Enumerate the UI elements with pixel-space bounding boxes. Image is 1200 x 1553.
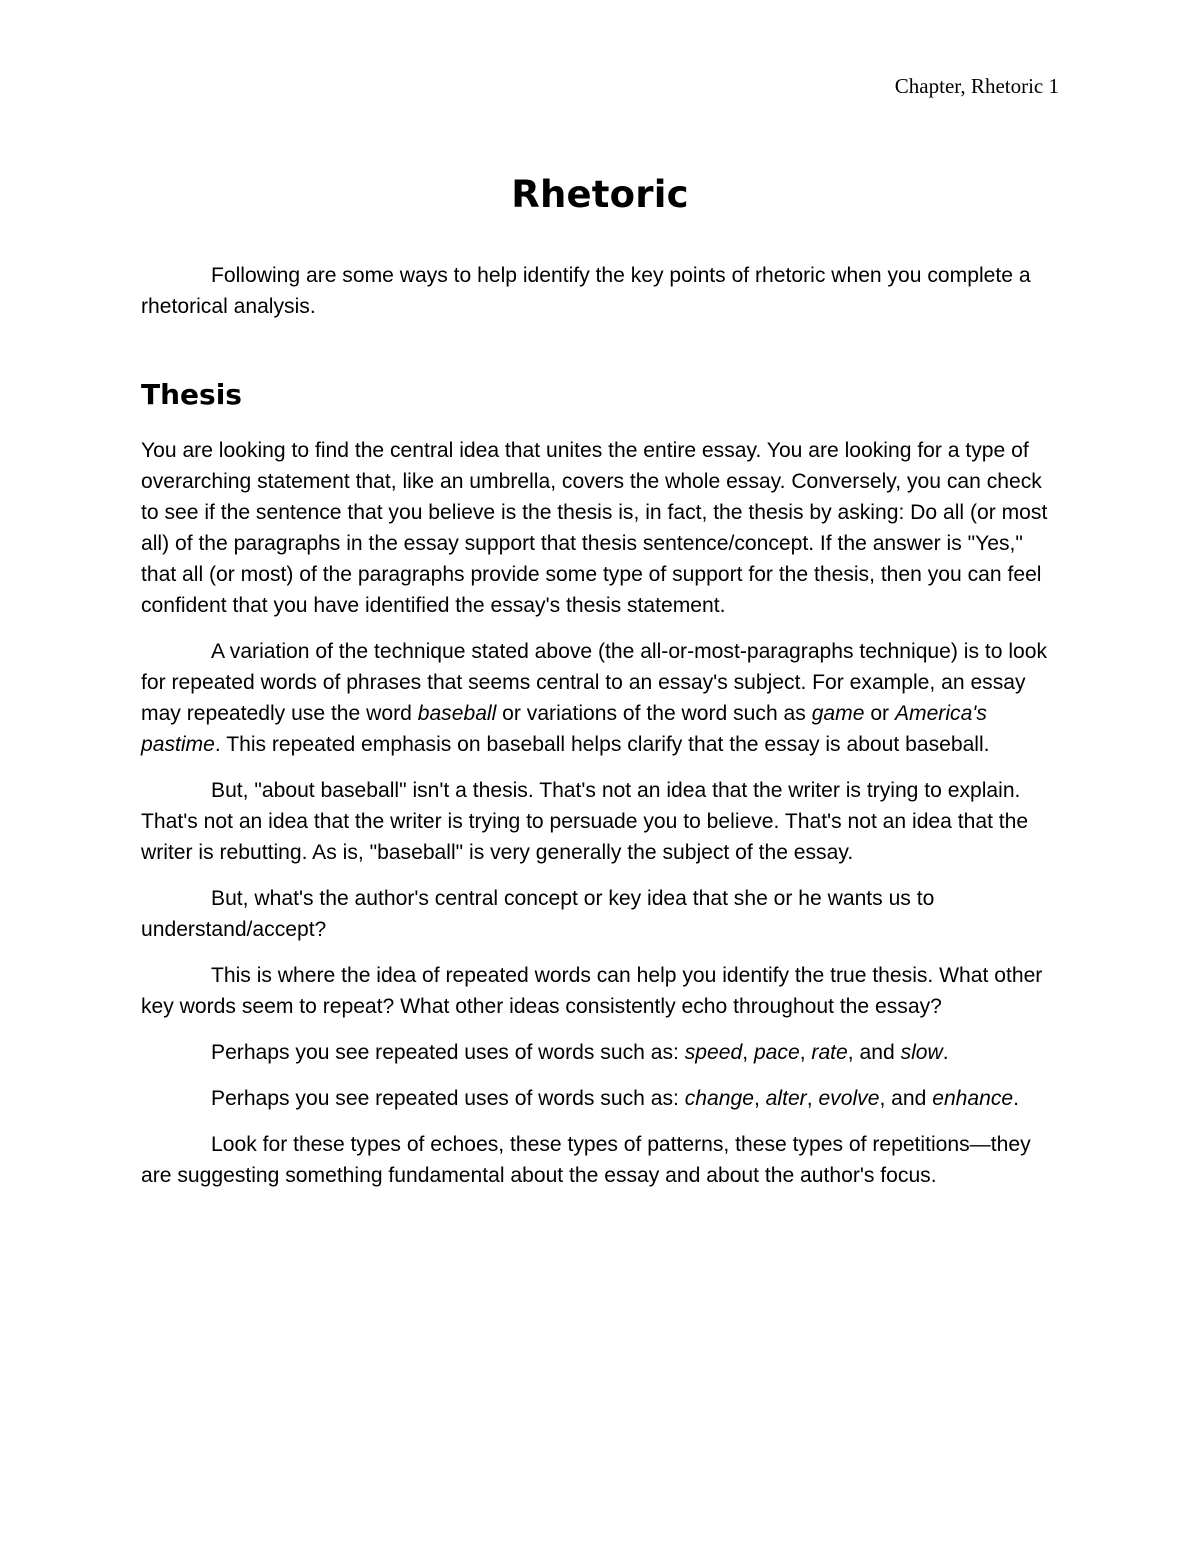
italic-term: pace (753, 1041, 800, 1064)
text-run: , (742, 1041, 754, 1064)
italic-term: baseball (417, 702, 497, 725)
thesis-paragraph-2 (141, 636, 1059, 760)
text-run: , (806, 1087, 819, 1110)
document-body (141, 260, 1059, 1206)
italic-term: alter (765, 1087, 807, 1110)
italic-term: evolve (818, 1087, 880, 1110)
section-heading-thesis: Thesis (141, 378, 242, 411)
italic-term: game (811, 702, 865, 725)
italic-term: enhance (932, 1087, 1014, 1110)
running-head: Chapter, Rhetoric 1 (894, 74, 1059, 98)
italic-term: rate (811, 1041, 848, 1064)
italic-term: America's pastime (141, 702, 987, 756)
thesis-paragraph-7 (141, 1083, 1059, 1114)
thesis-paragraph-6 (141, 1037, 1059, 1068)
thesis-paragraph-8: Look for these types of echoes, these types of patterns, these types of repetitions—they are suggesting something fundamental about the essay and about the author's focus. (141, 1133, 1031, 1187)
text-run: . (942, 1041, 949, 1064)
text-run: Perhaps you see repeated uses of words such as: (211, 1087, 685, 1110)
thesis-paragraph-1: You are looking to find the central idea that unites the entire essay. You are looking for a type of overarching statement that, like an umbrella, covers the whole essay. Conversely, you can check to see if the sentence that you believe is the thesis is, in fact, the thesis by asking: Do all (or most all) of the paragraphs in the essay support that thesis sentence/concept. If the answer is "Yes," that all (or most) of the paragraphs provide some type of support for the thesis, then you can feel confident that you have identified the essay's thesis statement. (141, 439, 1048, 617)
thesis-paragraph-5: This is where the idea of repeated words can help you identify the true thesis. What other key words seem to repeat? What other ideas consistently echo throughout the essay? (141, 964, 1043, 1018)
text-run: . This repeated emphasis on baseball helps clarify that the essay is about baseball. (214, 733, 990, 756)
text-run: , and (879, 1087, 933, 1110)
italic-term: slow (900, 1041, 943, 1064)
text-run: or variations of the word such as (496, 702, 812, 725)
document-title: Rhetoric (511, 173, 689, 216)
italic-term: speed (684, 1041, 743, 1064)
text-run: Perhaps you see repeated uses of words such as: (211, 1041, 685, 1064)
text-run: . (1013, 1087, 1020, 1110)
text-run: , (799, 1041, 812, 1064)
text-run: , and (847, 1041, 901, 1064)
thesis-paragraph-3: But, "about baseball" isn't a thesis. That's not an idea that the writer is trying to explain. That's not an idea that the writer is trying to persuade you to believe. That's not an idea that the writer is rebutting. As is, "baseball" is very generally the subject of the essay. (141, 779, 1029, 864)
italic-term: change (684, 1087, 754, 1110)
text-run: A variation of the technique stated above (the all-or-most-paragraphs technique) is to look for repeated words of phrases that seems central to an essay's subject. For example, an essay may repeatedly use the word (141, 640, 1048, 725)
text-run: , (753, 1087, 766, 1110)
text-run: or (864, 702, 895, 725)
thesis-paragraph-4: But, what's the author's central concept or key idea that she or he wants us to understand/accept? (141, 887, 935, 941)
intro-paragraph: Following are some ways to help identify the key points of rhetoric when you complete a rhetorical analysis. (141, 264, 1031, 318)
